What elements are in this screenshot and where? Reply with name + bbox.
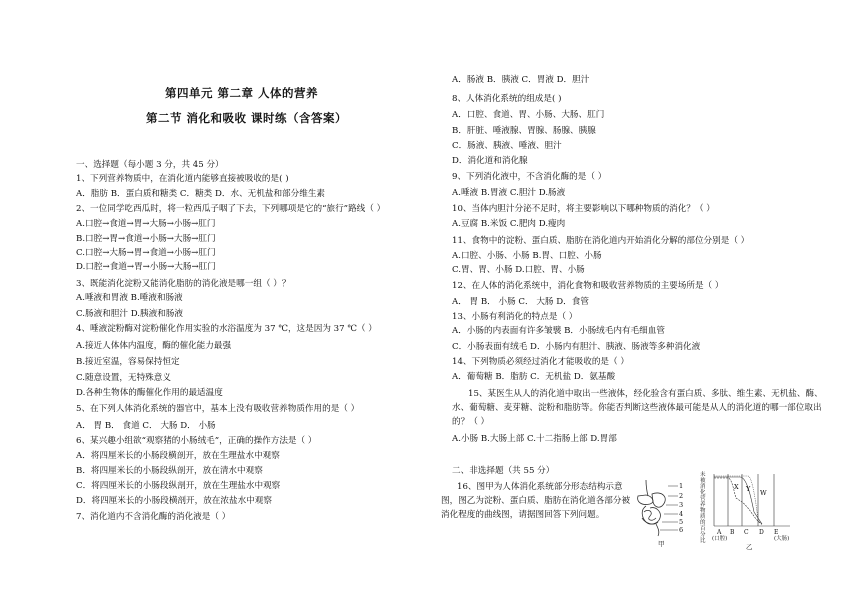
left-question-line: C.口腔→大肠→胃→食道→小肠→肛门: [76, 248, 216, 258]
right-question-line: 12、在人体的消化系统中，消化食物和吸收营养物质的主要场所是（ ）: [452, 281, 724, 291]
figure-jia-number: 2: [679, 492, 684, 500]
left-question-line: A．脂肪 B．蛋白质和糖类 C．糖类 D．水、无机盐和部分维生素: [76, 189, 326, 199]
left-question-line: 6、某兴趣小组欲“观察猪的小肠绒毛”，正确的操作方法是（ ）: [76, 436, 317, 446]
left-question-line: B.接近室温，容易保持恒定: [76, 357, 180, 367]
right-question-line: A.口腔、小肠、小肠 B.胃、口腔、小肠: [452, 251, 602, 261]
figure-yi-xtick: E: [774, 529, 779, 536]
right-question-line: C.胃、胃、小肠 D.口腔、胃、小肠: [452, 265, 585, 275]
question-15-options: A.小肠 B.大肠上部 C.十二指肠上部 D.胃部: [452, 434, 617, 444]
right-question-line: A．肠液 B．胰液 C．胃液 D．胆汁: [452, 75, 590, 85]
figure-yi-curve-label: X: [734, 483, 739, 491]
figure-yi-xtick: C: [744, 529, 749, 536]
right-question-line: A．口腔、食道、胃、小肠、大肠、肛门: [452, 110, 605, 120]
figure-jia-number: 5: [679, 518, 684, 526]
left-question-line: 4、唾液淀粉酶对淀粉催化作用实验的水浴温度为 37 ℃，这是因为 37 ℃（ ）: [76, 324, 377, 334]
figure-yi-label: 乙: [746, 543, 753, 551]
left-question-line: 3、既能消化淀粉又能消化脂肪的消化液是哪一组（ ）？: [76, 279, 291, 289]
left-question-line: C.随意设置，无特殊意义: [76, 373, 171, 383]
figure-jia-number: 3: [679, 501, 684, 509]
question-15-text: 15、某医生从人的消化道中取出一些液体，经化验含有蛋白质、多肽、维生素、无机盐、酶、水、葡萄糖、麦芽糖、淀粉和脂肪等。你能否判断这些液体最可能是从人的消化道的哪一部位取出的？（ ）: [452, 389, 823, 427]
figure-jia-number: 4: [679, 510, 684, 518]
figure-yi-curve-label: Y: [746, 485, 751, 493]
left-question-line: B.口腔→胃→食道→小肠→大肠→肛门: [76, 234, 216, 244]
left-question-line: 2、一位同学吃西瓜时，将一粒西瓜子咽了下去，下列哪项是它的“旅行”路线（ ）: [76, 204, 386, 214]
left-question-line: 7、消化道内不含消化酶的消化液是（ ）: [76, 512, 231, 522]
left-question-line: D．将四厘米长的小肠段横剖开，放在浓盐水中观察: [76, 496, 272, 506]
left-question-line: 一、选择题（每小题 3 分，共 45 分）: [76, 160, 224, 170]
figure-yi-xtick: D: [759, 529, 764, 536]
left-question-line: 5、在下列人体消化系统的器官中，基本上没有吸收营养物质作用的是（ ）: [76, 404, 360, 414]
right-question-line: A．小肠的内表面有许多皱襞 B．小肠绒毛内有毛细血管: [452, 326, 665, 336]
figure-yi-curve-label: W: [760, 489, 767, 497]
figure-yi-xtick: B: [730, 529, 735, 536]
figure-yi-xsub: (口腔): [712, 536, 728, 542]
left-question-line: D.口腔→食道→胃→小肠→大肠→肛门: [76, 262, 216, 272]
figure-yi-xsub: (大肠): [774, 536, 790, 542]
right-question-line: 13、小肠有利消化的特点是（ ）: [452, 312, 578, 322]
right-question-line: 11、食物中的淀粉、蛋白质、脂肪在消化道内开始消化分解的部位分别是（ ）: [452, 236, 750, 246]
right-question-line: A．葡萄糖 B．脂肪 C．无机盐 D．氨基酸: [452, 372, 616, 382]
figure-jia-label: 甲: [658, 540, 665, 548]
right-question-line: A.唾液 B.胃液 C.胆汁 D.肠液: [452, 188, 566, 198]
figure-yi-ylabel: 未被消化营养物质的百分比: [700, 472, 706, 544]
left-question-line: B．将四厘米长的小肠段纵剖开，放在清水中观察: [76, 466, 263, 476]
section-2-heading: 二、非选择题（共 55 分）: [452, 466, 555, 476]
left-question-line: A． 胃 B． 食道 C． 大肠 D． 小肠: [76, 421, 216, 431]
left-question-line: A.口腔→食道→胃→大肠→小肠→肛门: [76, 219, 216, 229]
right-question-line: 8、人体消化系统的组成是( ): [452, 94, 562, 104]
left-question-line: C.肠液和胆汁 D.胰液和肠液: [76, 309, 183, 319]
right-question-line: 9、下列消化液中，不含消化酶的是（ ）: [452, 172, 607, 182]
question-16-text: 16、图甲为人体消化系统部分形态结构示意图，图乙为淀粉、蛋白质、脂肪在消化道各部分被消化程度的曲线图，请据图回答下列问题。: [441, 482, 631, 520]
right-question-line: 14、下列物质必须经过消化才能吸收的是（ ）: [452, 357, 629, 367]
right-question-line: A． 胃 B． 小肠 C． 大肠 D．食管: [452, 297, 589, 307]
section-title: 第二节 消化和吸收 课时练（含答案）: [146, 111, 348, 125]
right-question-line: C．肠液、胰液、唾液、胆汁: [452, 141, 562, 151]
figure-yi-xtick: A: [717, 529, 722, 536]
figure-jia-digestive-system: [632, 478, 694, 548]
left-question-line: 1、下列营养物质中，在消化道内能够直接被吸收的是( ): [76, 174, 289, 184]
left-question-line: D.各种生物体的酶催化作用的最适温度: [76, 388, 223, 398]
left-question-line: A.唾液和胃液 B.唾液和肠液: [76, 293, 183, 303]
figure-jia-number: 1: [679, 482, 684, 490]
right-question-line: C．小肠表面有绒毛 D．小肠内有胆汁、胰液、肠液等多种消化液: [452, 342, 701, 352]
right-question-line: D．消化道和消化腺: [452, 156, 528, 166]
left-question-line: A.接近人体体内温度，酶的催化能力最强: [76, 341, 232, 351]
unit-title: 第四单元 第二章 人体的营养: [165, 86, 319, 100]
right-question-line: 10、当体内胆汁分泌不足时，将主要影响以下哪种物质的消化？（ ）: [452, 204, 715, 214]
figure-jia-number: 6: [679, 526, 684, 534]
left-question-line: C．将四厘米长的小肠段纵剖开，放在生理盐水中观察: [76, 481, 281, 491]
right-question-line: A.豆腐 B.米饭 C.肥肉 D.瘦肉: [452, 219, 566, 229]
left-question-line: A．将四厘米长的小肠段横剖开，放在生理盐水中观察: [76, 451, 280, 461]
right-question-line: B．肝脏、唾液腺、胃腺、肠腺、胰腺: [452, 126, 596, 136]
